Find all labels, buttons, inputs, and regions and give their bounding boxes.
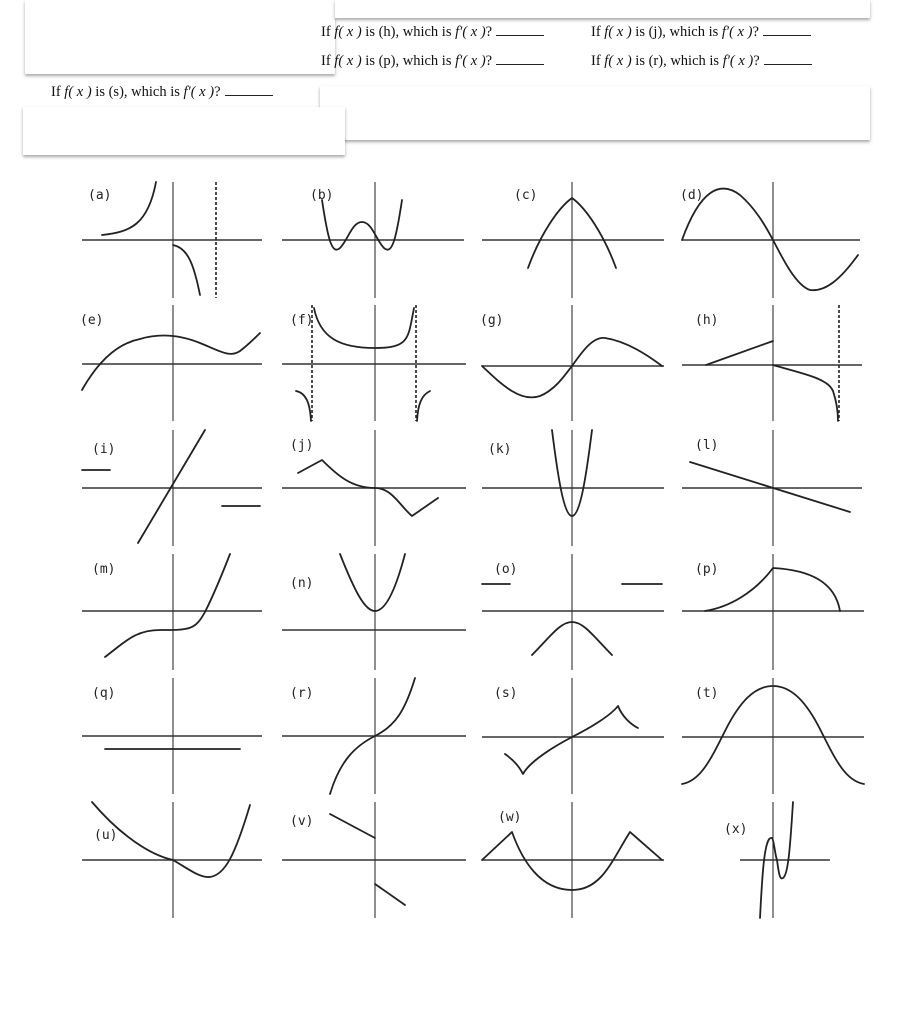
graph-h <box>680 303 870 423</box>
graph-o <box>480 552 670 672</box>
graph-label-c: (c) <box>514 188 538 203</box>
graph-l <box>680 428 870 548</box>
graph-label-o: (o) <box>494 562 518 577</box>
card-mid-right <box>320 86 870 140</box>
card-top-left <box>25 0 335 74</box>
answer-blank-r[interactable] <box>764 54 812 65</box>
graph-b <box>280 180 470 300</box>
graph-f <box>280 303 470 423</box>
graph-label-b: (b) <box>310 188 334 203</box>
graph-label-r: (r) <box>290 686 314 701</box>
graph-label-s: (s) <box>494 686 518 701</box>
graph-u <box>80 800 270 920</box>
graph-label-l: (l) <box>695 438 719 453</box>
graph-c <box>480 180 670 300</box>
answer-blank-p[interactable] <box>496 54 544 65</box>
graph-label-g: (g) <box>480 313 504 328</box>
card-bottom-left <box>23 107 345 155</box>
graph-v <box>280 800 470 920</box>
graph-s <box>480 676 670 796</box>
question-s: If f( x ) is (s), which is f′( x )? <box>51 84 273 101</box>
graph-label-i: (i) <box>92 442 116 457</box>
question-h: If f( x ) is (h), which is f′( x )? <box>321 24 544 41</box>
graph-d <box>680 180 870 300</box>
graph-i <box>80 428 270 548</box>
question-p: If f( x ) is (p), which is f′( x )? <box>321 53 544 70</box>
graph-k <box>480 428 670 548</box>
graph-label-p: (p) <box>695 562 719 577</box>
graph-label-h: (h) <box>695 313 719 328</box>
graph-m <box>80 552 270 672</box>
card-top-right <box>335 0 870 18</box>
graph-label-n: (n) <box>290 576 314 591</box>
graph-label-d: (d) <box>680 188 704 203</box>
graph-label-f: (f) <box>290 313 314 328</box>
graph-p <box>680 552 870 672</box>
graph-j <box>280 428 470 548</box>
answer-blank-j[interactable] <box>763 25 811 36</box>
graph-n <box>280 552 470 672</box>
answer-blank-s[interactable] <box>225 85 273 96</box>
graph-label-u: (u) <box>94 828 118 843</box>
graph-label-m: (m) <box>92 562 116 577</box>
graph-t <box>680 676 870 796</box>
graph-g <box>480 303 670 423</box>
graph-a <box>80 180 270 300</box>
question-j: If f( x ) is (j), which is f′( x )? <box>591 24 811 41</box>
graph-q <box>80 676 270 796</box>
graph-label-a: (a) <box>88 188 112 203</box>
answer-blank-h[interactable] <box>496 25 544 36</box>
graph-label-t: (t) <box>695 686 719 701</box>
graph-label-j: (j) <box>290 438 314 453</box>
graph-label-v: (v) <box>290 814 314 829</box>
graph-label-e: (e) <box>80 313 104 328</box>
graph-label-x: (x) <box>724 822 748 837</box>
graph-e <box>80 303 270 423</box>
graph-w <box>480 800 670 920</box>
graph-label-q: (q) <box>92 686 116 701</box>
graph-x <box>680 800 870 920</box>
graph-label-w: (w) <box>498 810 522 825</box>
question-r: If f( x ) is (r), which is f′( x )? <box>591 53 812 70</box>
graph-label-k: (k) <box>488 442 512 457</box>
graph-r <box>280 676 470 796</box>
